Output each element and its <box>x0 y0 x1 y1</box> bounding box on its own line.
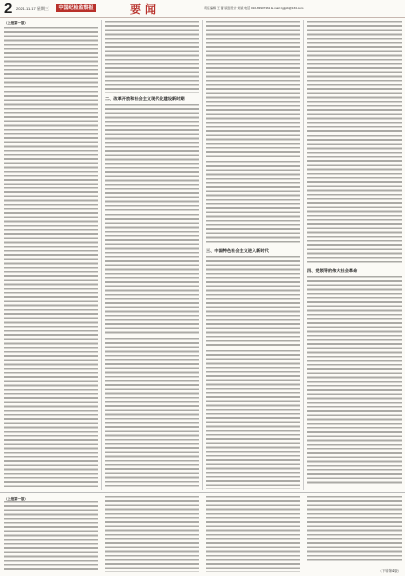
body-text <box>307 135 402 265</box>
section-heading: 三、中国特色社会主义进入新时代 <box>206 248 269 253</box>
body-text <box>206 350 300 489</box>
bottom-column-3 <box>206 496 300 574</box>
body-text <box>105 104 199 212</box>
body-text <box>206 496 300 572</box>
section-title: 要闻 <box>130 3 160 16</box>
body-text <box>206 256 300 348</box>
body-text <box>105 21 199 93</box>
body-text <box>4 501 98 571</box>
body-text <box>105 338 199 488</box>
section-heading: 二、改革开放和社会主义现代化建设新时期 <box>105 96 185 101</box>
bottom-article <box>0 492 405 576</box>
body-text <box>206 161 300 245</box>
body-text <box>206 21 300 159</box>
continued-from-marker: （上接第一版） <box>4 497 28 501</box>
newspaper-logo: 中国纪检监察报 <box>56 4 96 12</box>
continued-from-marker: （上接第一版） <box>4 21 28 25</box>
column-divider <box>303 20 304 490</box>
section-heading: 四、党领导的伟大社会革命 <box>307 268 358 273</box>
body-text <box>4 187 98 307</box>
body-text <box>307 364 402 484</box>
body-text <box>4 91 98 185</box>
body-text <box>307 496 402 562</box>
body-text <box>4 27 98 89</box>
column-divider <box>202 20 203 490</box>
bottom-column-2 <box>105 496 199 574</box>
body-text <box>105 496 199 572</box>
continued-on-marker: （下转第4版） <box>378 569 401 573</box>
text-column-2 <box>105 21 199 489</box>
bottom-column-1 <box>4 496 98 574</box>
column-divider <box>101 20 102 490</box>
body-text <box>105 214 199 336</box>
page-number: 2 <box>4 0 13 17</box>
body-text <box>307 21 402 133</box>
text-column-3 <box>206 21 300 489</box>
issue-date: 2021.11.17 星期三 <box>16 6 49 11</box>
body-text <box>4 309 98 489</box>
editor-info: 责任编辑 王 蕾 版面设计 刘斌 电话 010-83907361 E-mail zgjjjcb@163.com <box>204 6 304 10</box>
text-column-4 <box>307 21 402 489</box>
text-column-1 <box>4 21 98 489</box>
body-text <box>307 276 402 362</box>
bottom-column-4 <box>307 496 402 574</box>
masthead <box>0 0 405 18</box>
